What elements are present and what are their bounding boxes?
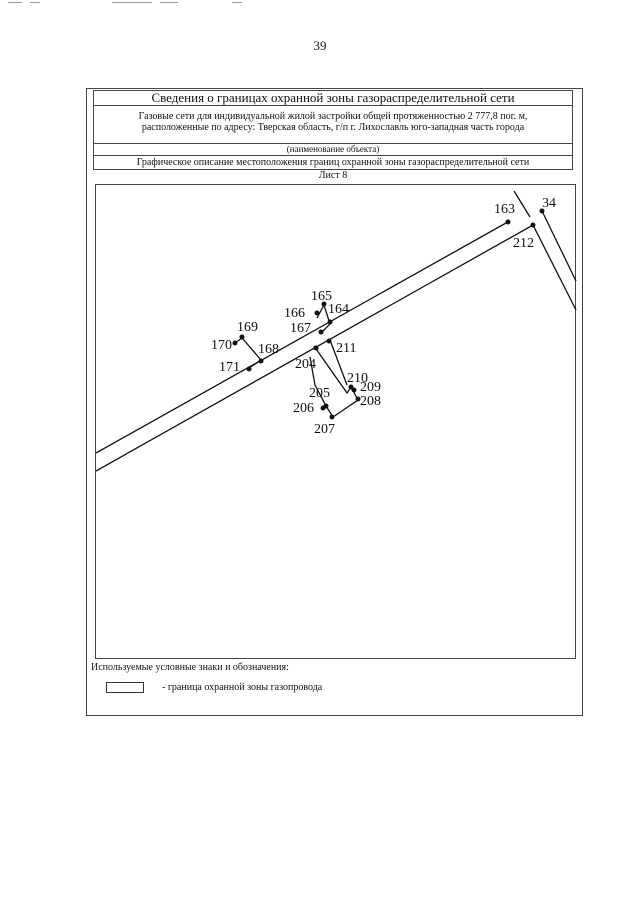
- point-163: [506, 220, 511, 225]
- zone-boundaries: [96, 191, 576, 471]
- point-label-211: 211: [336, 341, 357, 356]
- boundary-drawing: [96, 185, 577, 660]
- legend-title: Используемые условные знаки и обозначения:: [91, 662, 289, 673]
- point-166: [315, 311, 320, 316]
- point-169: [240, 335, 245, 340]
- point-label-163: 163: [494, 202, 515, 217]
- point-label-208: 208: [360, 394, 381, 409]
- point-label-209: 209: [360, 380, 381, 395]
- point-171: [247, 367, 252, 372]
- point-168: [259, 359, 264, 364]
- point-label-166: 166: [284, 306, 305, 321]
- point-207: [330, 415, 335, 420]
- branch-connector-line: [514, 191, 530, 217]
- object-name-line-2: расположенные по адресу: Тверская область, г/п г. Лихославль юго-западная часть города: [141, 122, 525, 133]
- page-number: 39: [313, 38, 327, 53]
- point-212: [531, 223, 536, 228]
- point-164: [328, 320, 333, 325]
- point-label-164: 164: [328, 302, 349, 317]
- point-167: [319, 330, 324, 335]
- point-label-207: 207: [314, 422, 335, 437]
- point-label-171: 171: [219, 360, 240, 375]
- point-label-212: 212: [513, 236, 534, 251]
- point-211: [327, 339, 332, 344]
- boundary-points: [233, 209, 545, 420]
- point-170: [233, 341, 238, 346]
- graphic-description: Графическое описание местоположения границ охранной зоны газораспределительной сети: [93, 156, 573, 170]
- point-label-210: 210: [347, 371, 368, 386]
- point-labels: [211, 196, 556, 437]
- legend-boundary-text: - граница охранной зоны газопровода: [162, 682, 323, 693]
- point-206: [321, 406, 326, 411]
- point-label-205: 205: [309, 386, 330, 401]
- point-204: [314, 346, 319, 351]
- scan-marks: [0, 0, 300, 6]
- point-label-170: 170: [211, 338, 232, 353]
- branch-upper-line: [542, 211, 576, 281]
- point-209: [352, 388, 357, 393]
- object-name-line-1: Газовые сети для индивидуальной жилой застройки общей протяженностью 2 777,8 пог. м,: [138, 111, 528, 122]
- drawing-area: [95, 184, 576, 659]
- legend-boundary-symbol: [106, 682, 144, 693]
- sheet-label: Лист 8: [318, 170, 348, 181]
- point-label-168: 168: [258, 342, 279, 357]
- object-name-block: [93, 106, 573, 144]
- point-label-169: 169: [237, 320, 258, 335]
- point-label-206: 206: [293, 401, 314, 416]
- point-label-34: 34: [542, 196, 556, 211]
- document-title: Сведения о границах охранной зоны газораспределительной сети: [93, 90, 573, 106]
- point-label-165: 165: [311, 289, 332, 304]
- point-label-167: 167: [290, 321, 311, 336]
- point-label-204: 204: [295, 357, 316, 372]
- corridor-upper-line: [96, 223, 506, 453]
- object-caption: (наименование объекта): [93, 144, 573, 156]
